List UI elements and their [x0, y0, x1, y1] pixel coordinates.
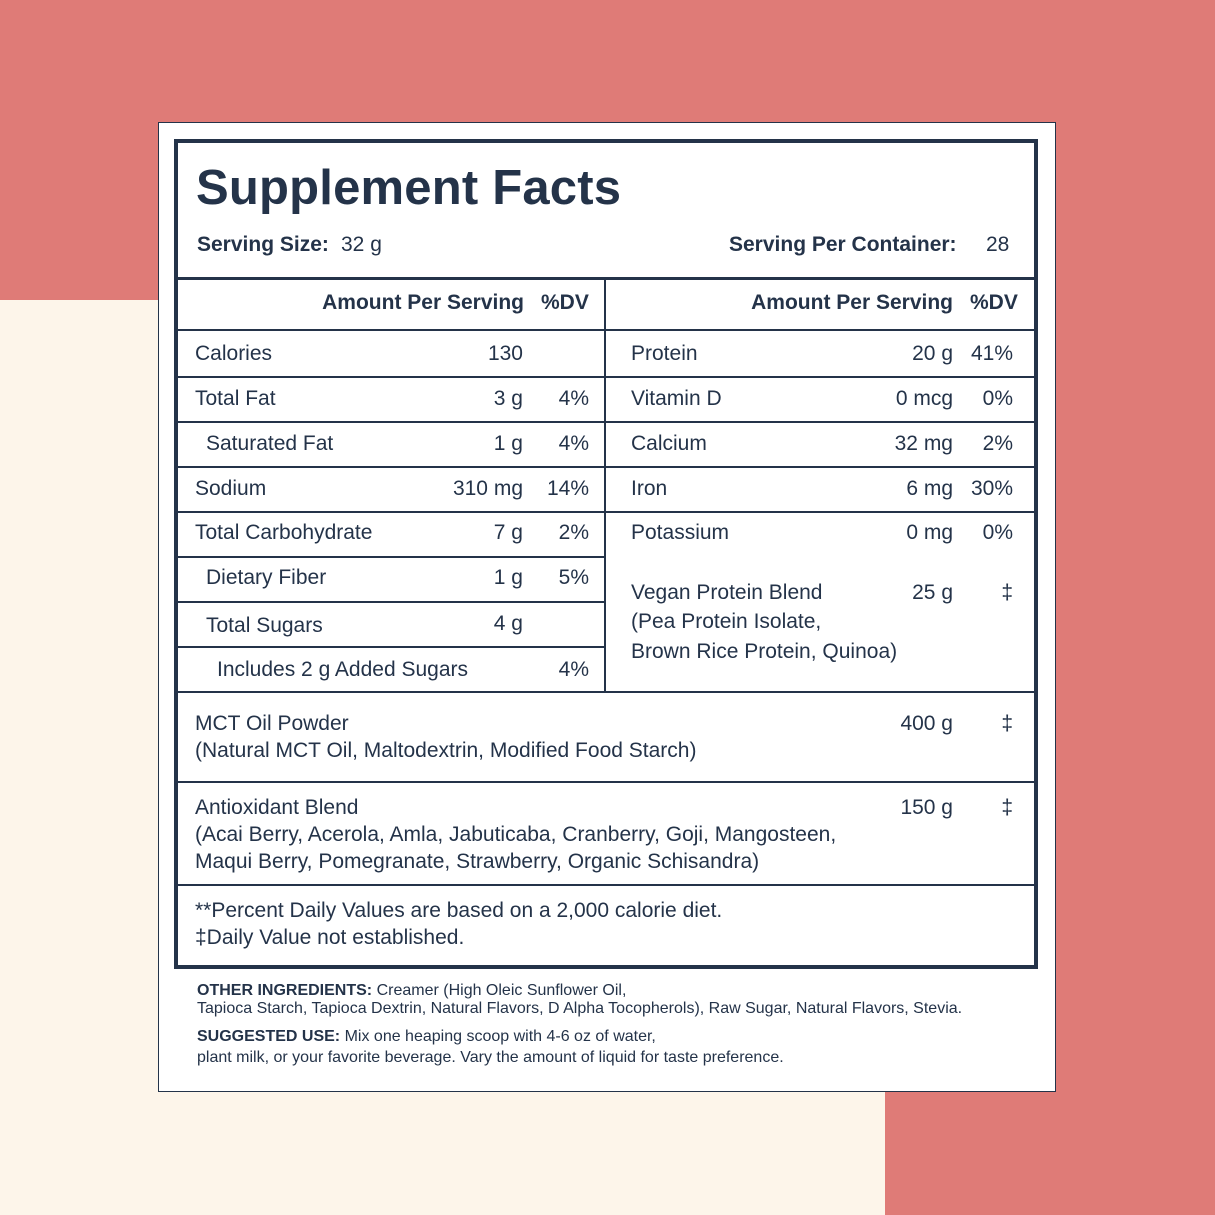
divider [178, 884, 1034, 886]
suggested-use-label: SUGGESTED USE: [197, 1028, 341, 1045]
blend-dv: ‡ [1001, 581, 1013, 604]
divider [178, 556, 606, 558]
suggested-use-text: Mix one heaping scoop with 4-6 oz of water, [340, 1028, 656, 1045]
divider [178, 601, 606, 603]
servings-per-container-label: Serving Per Container: [729, 233, 957, 256]
other-ingredients-text: Tapioca Starch, Tapioca Dextrin, Natural Flavors, D Alpha Tocopherols), Raw Sugar, Natural Flavors, Stevia. [197, 1000, 963, 1017]
divider [178, 421, 1034, 423]
mct-name: MCT Oil Powder [195, 712, 349, 735]
divider [178, 511, 1034, 513]
suggested-use [197, 1028, 656, 1046]
nutrient-dv: 4% [558, 658, 589, 681]
mct-detail: (Natural MCT Oil, Maltodextrin, Modified Food Starch) [195, 739, 697, 762]
nutrient-amount: 7 g [493, 521, 523, 544]
divider [178, 691, 1034, 693]
nutrient-name: Vitamin D [631, 387, 722, 410]
nutrient-dv: 0% [982, 521, 1013, 544]
mct-amount: 400 g [900, 712, 953, 735]
nutrient-amount: 1 g [493, 566, 523, 589]
divider [178, 466, 1034, 468]
nutrient-dv: 4% [558, 432, 589, 455]
dv-footnote: ‡Daily Value not established. [195, 926, 465, 949]
nutrient-amount: 1 g [493, 432, 523, 455]
antioxidant-amount: 150 g [900, 796, 953, 819]
nutrient-dv: 30% [970, 477, 1013, 500]
nutrient-amount: 32 mg [894, 432, 953, 455]
nutrient-dv: 4% [558, 387, 589, 410]
other-ingredients [197, 982, 626, 1000]
column-divider [604, 279, 606, 692]
nutrient-name: Includes 2 g Added Sugars [217, 658, 469, 681]
nutrient-dv: 0% [982, 387, 1013, 410]
serving-size-label: Serving Size: [197, 233, 329, 256]
serving-size-value: 32 g [341, 233, 382, 256]
nutrient-amount: 4 g [493, 612, 523, 635]
left-header-amount: Amount Per Serving [322, 291, 524, 314]
nutrient-name: Calories [195, 342, 273, 365]
nutrient-dv: 41% [970, 342, 1013, 365]
divider [178, 646, 606, 648]
divider [178, 781, 1034, 783]
nutrient-name: Potassium [631, 521, 730, 544]
other-ingredients-text: Creamer (High Oleic Sunflower Oil, [372, 982, 627, 999]
nutrient-name: Total Sugars [206, 614, 323, 637]
nutrient-name: Dietary Fiber [206, 566, 327, 589]
left-header-dv: %DV [541, 291, 589, 314]
nutrient-amount: 0 mcg [895, 387, 953, 410]
suggested-use-text: plant milk, or your favorite beverage. Vary the amount of liquid for taste preference. [197, 1049, 784, 1066]
nutrient-dv: 2% [558, 521, 589, 544]
right-header-dv: %DV [970, 291, 1018, 314]
nutrient-dv: 14% [546, 477, 589, 500]
divider [178, 329, 1034, 331]
nutrient-name: Saturated Fat [206, 432, 334, 455]
nutrient-name: Total Fat [195, 387, 276, 410]
nutrient-name: Total Carbohydrate [195, 521, 373, 544]
page-title: Supplement Facts [196, 161, 622, 215]
nutrient-amount: 6 mg [906, 477, 953, 500]
blend-detail: Brown Rice Protein, Quinoa) [631, 640, 898, 663]
nutrient-name: Protein [631, 342, 698, 365]
nutrient-amount: 130 [487, 342, 523, 365]
other-ingredients-label: OTHER INGREDIENTS: [197, 982, 373, 999]
nutrient-name: Iron [631, 477, 668, 500]
divider [178, 277, 1034, 280]
antioxidant-detail: (Acai Berry, Acerola, Amla, Jabuticaba, Cranberry, Goji, Mangosteen, [195, 823, 837, 846]
nutrient-amount: 3 g [493, 387, 523, 410]
nutrient-amount: 20 g [912, 342, 953, 365]
mct-dv: ‡ [1001, 712, 1013, 735]
blend-detail: (Pea Protein Isolate, [631, 610, 822, 633]
right-header-amount: Amount Per Serving [751, 291, 953, 314]
dv-footnote: **Percent Daily Values are based on a 2,000 calorie diet. [195, 899, 723, 922]
blend-name: Vegan Protein Blend [631, 581, 823, 604]
blend-amount: 25 g [912, 581, 953, 604]
antioxidant-detail: Maqui Berry, Pomegranate, Strawberry, Organic Schisandra) [195, 850, 760, 873]
nutrient-amount: 310 mg [452, 477, 523, 500]
nutrient-dv: 2% [982, 432, 1013, 455]
antioxidant-dv: ‡ [1001, 796, 1013, 819]
nutrient-amount: 0 mg [906, 521, 953, 544]
servings-per-container-value: 28 [986, 233, 1010, 256]
nutrient-name: Calcium [631, 432, 707, 455]
antioxidant-name: Antioxidant Blend [195, 796, 359, 819]
nutrient-dv: 5% [558, 566, 589, 589]
nutrient-name: Sodium [195, 477, 267, 500]
divider [178, 376, 1034, 378]
